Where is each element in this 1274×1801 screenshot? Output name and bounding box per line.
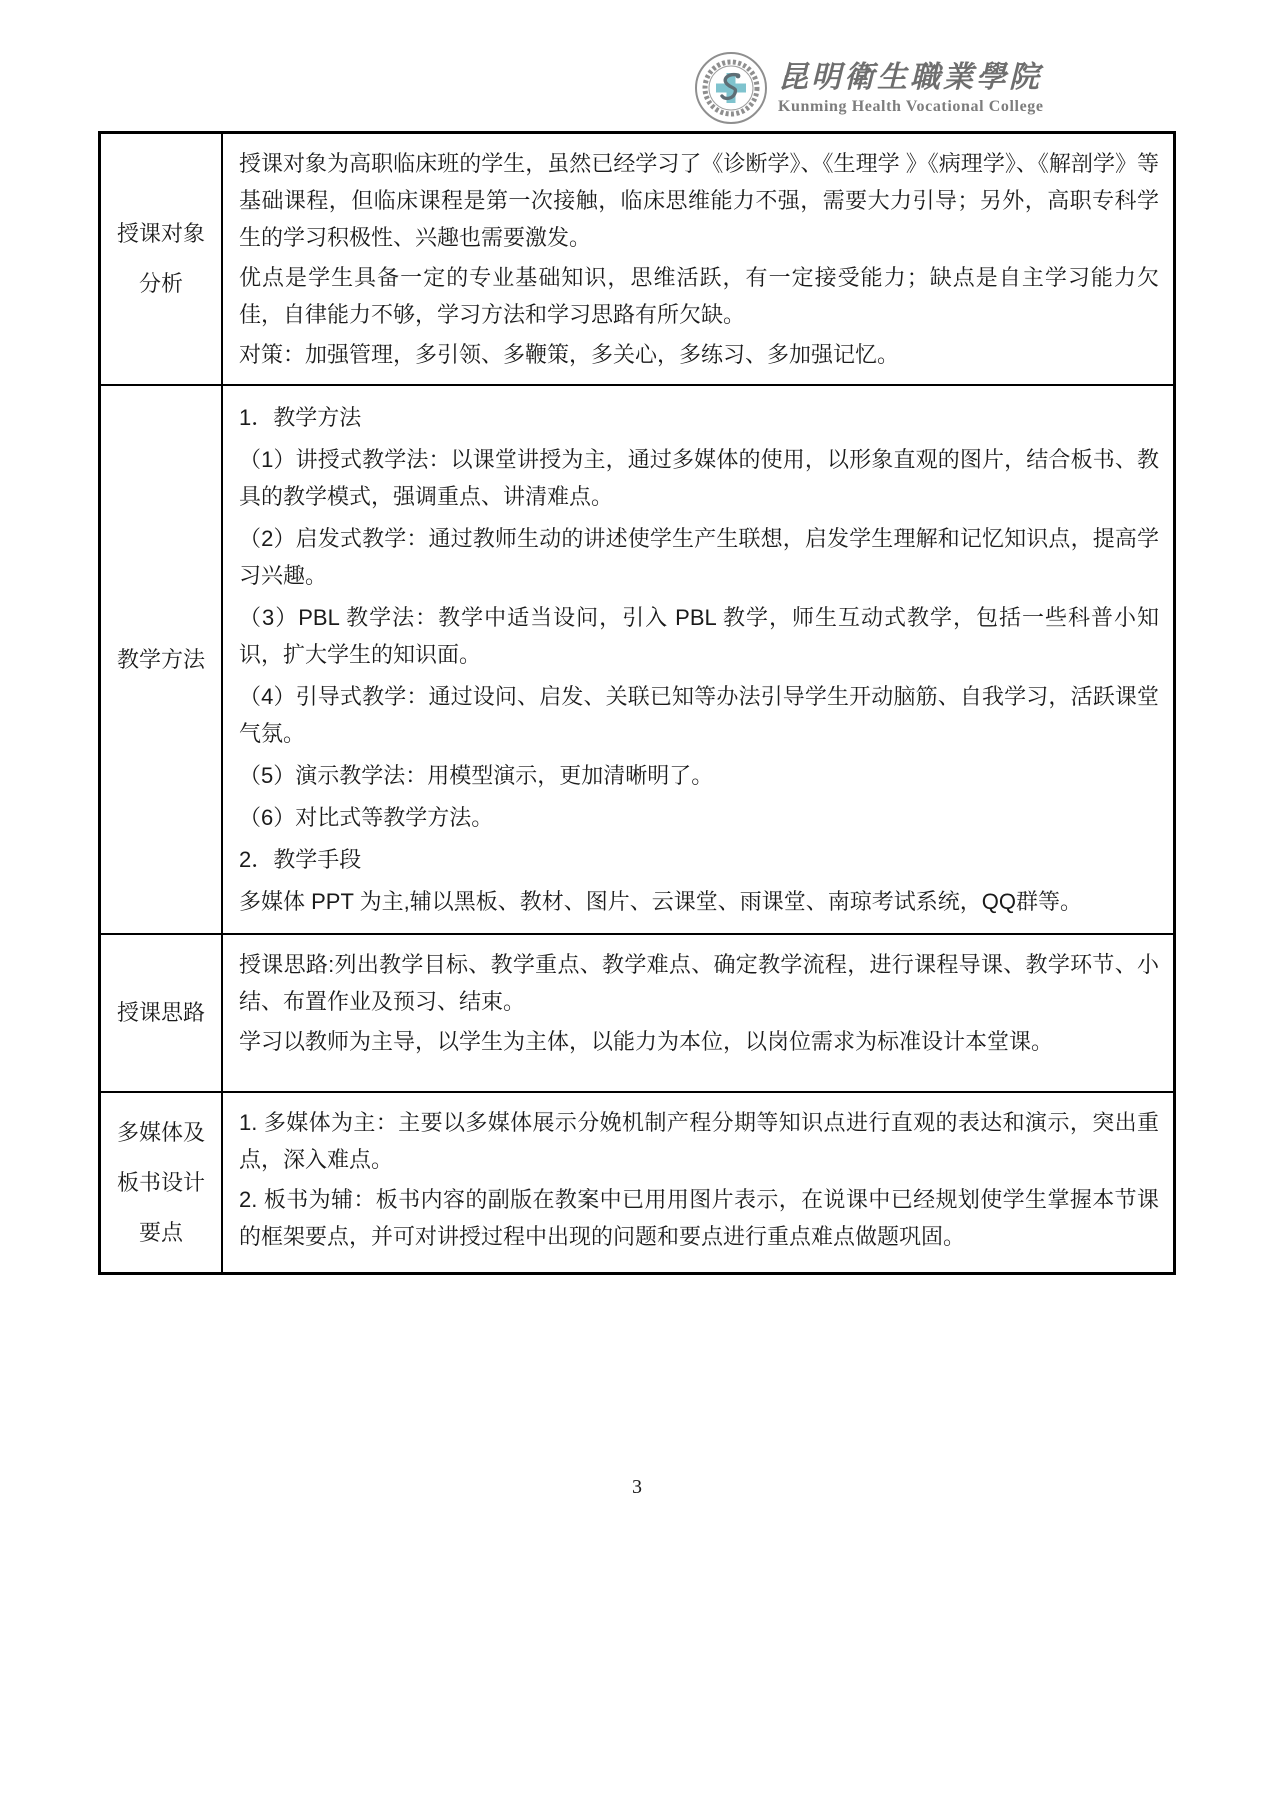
row-content-multimedia-board-design — [223, 1093, 1173, 1272]
row-content-teaching-methods — [223, 386, 1173, 933]
paragraph: （2）启发式教学：通过教师生动的讲述使学生产生联想，启发学生理解和记忆知识点，提高学习兴趣。 — [239, 526, 1159, 588]
paragraph: （1）讲授式教学法：以课堂讲授为主，通过多媒体的使用，以形象直观的图片，结合板书、教具的教学模式，强调重点、讲清难点。 — [239, 447, 1159, 509]
table-row-lecture-approach — [101, 935, 1173, 1093]
row-header-multimedia-board-design — [101, 1093, 223, 1272]
row-content-audience-analysis — [223, 134, 1173, 384]
row-header-lecture-approach — [101, 935, 223, 1091]
paragraph: 优点是学生具备一定的专业基础知识，思维活跃，有一定接受能力；缺点是自主学习能力欠佳，自律能力不够，学习方法和学习思路有所欠缺。 — [239, 265, 1159, 327]
row-header-line: 分析 — [138, 271, 183, 296]
paragraph: 授课对象为高职临床班的学生，虽然已经学习了《诊断学》、《生理学 》《病理学》、《解剖学》等基础课程，但临床课程是第一次接触，临床思维能力不强，需要大力引导；另外，高职专科学生的学习积极性、兴趣也需要激发。 — [239, 151, 1159, 250]
paragraph: 1. 多媒体为主：主要以多媒体展示分娩机制产程分期等知识点进行直观的表达和演示，突出重点，深入难点。 — [239, 1110, 1159, 1172]
paragraph: 学习以教师为主导，以学生为主体，以能力为本位，以岗位需求为标准设计本堂课。 — [239, 1029, 1054, 1054]
college-logo — [694, 48, 1044, 128]
table-row-multimedia-board-design — [101, 1093, 1173, 1272]
paragraph: （6）对比式等教学方法。 — [239, 805, 494, 830]
paragraph: （5）演示教学法：用模型演示，更加清晰明了。 — [239, 763, 714, 788]
college-name-zh: 昆明衛生職業學院 — [778, 59, 1042, 95]
row-header-audience-analysis — [101, 134, 223, 384]
college-name-en: Kunming Health Vocational College — [778, 97, 1044, 115]
paragraph: （3）PBL 教学法：教学中适当设问，引入 PBL 教学，师生互动式教学，包括一些科普小知识，扩大学生的知识面。 — [239, 605, 1159, 667]
college-name-block — [778, 61, 1044, 116]
paragraph: 多媒体 PPT 为主,辅以黑板、教材、图片、云课堂、雨课堂、南琼考试系统，QQ群等。 — [239, 889, 1082, 914]
paragraph: 1．教学方法 — [239, 405, 362, 430]
dragon-cross-seal-icon — [694, 51, 768, 125]
paragraph: （4）引导式教学：通过设问、启发、关联已知等办法引导学生开动脑筋、自我学习，活跃课堂气氛。 — [239, 684, 1159, 746]
row-header-teaching-methods — [101, 386, 223, 933]
row-header-line: 板书设计 — [116, 1169, 205, 1195]
row-header-line: 授课对象 — [116, 221, 205, 246]
paragraph: 2．教学手段 — [239, 847, 362, 872]
row-header-line: 教学方法 — [116, 646, 205, 672]
table-row-teaching-methods — [101, 386, 1173, 935]
row-content-lecture-approach — [223, 935, 1173, 1091]
page-number: 3 — [632, 1476, 642, 1498]
row-header-line: 多媒体及 — [116, 1119, 205, 1145]
paragraph: 2. 板书为辅：板书内容的副版在教案中已用用图片表示，在说课中已经规划使学生掌握本节课的框架要点，并可对讲授过程中出现的问题和要点进行重点难点做题巩固。 — [239, 1187, 1159, 1249]
row-header-line: 要点 — [138, 1219, 183, 1245]
paragraph: 授课思路:列出教学目标、教学重点、教学难点、确定教学流程，进行课程导课、教学环节、小结、布置作业及预习、结束。 — [239, 952, 1159, 1014]
lesson-plan-table — [98, 131, 1176, 1275]
table-row-audience-analysis — [101, 134, 1173, 386]
paragraph: 对策：加强管理，多引领、多鞭策，多关心，多练习、多加强记忆。 — [239, 342, 900, 367]
row-header-line: 授课思路 — [116, 1000, 205, 1025]
